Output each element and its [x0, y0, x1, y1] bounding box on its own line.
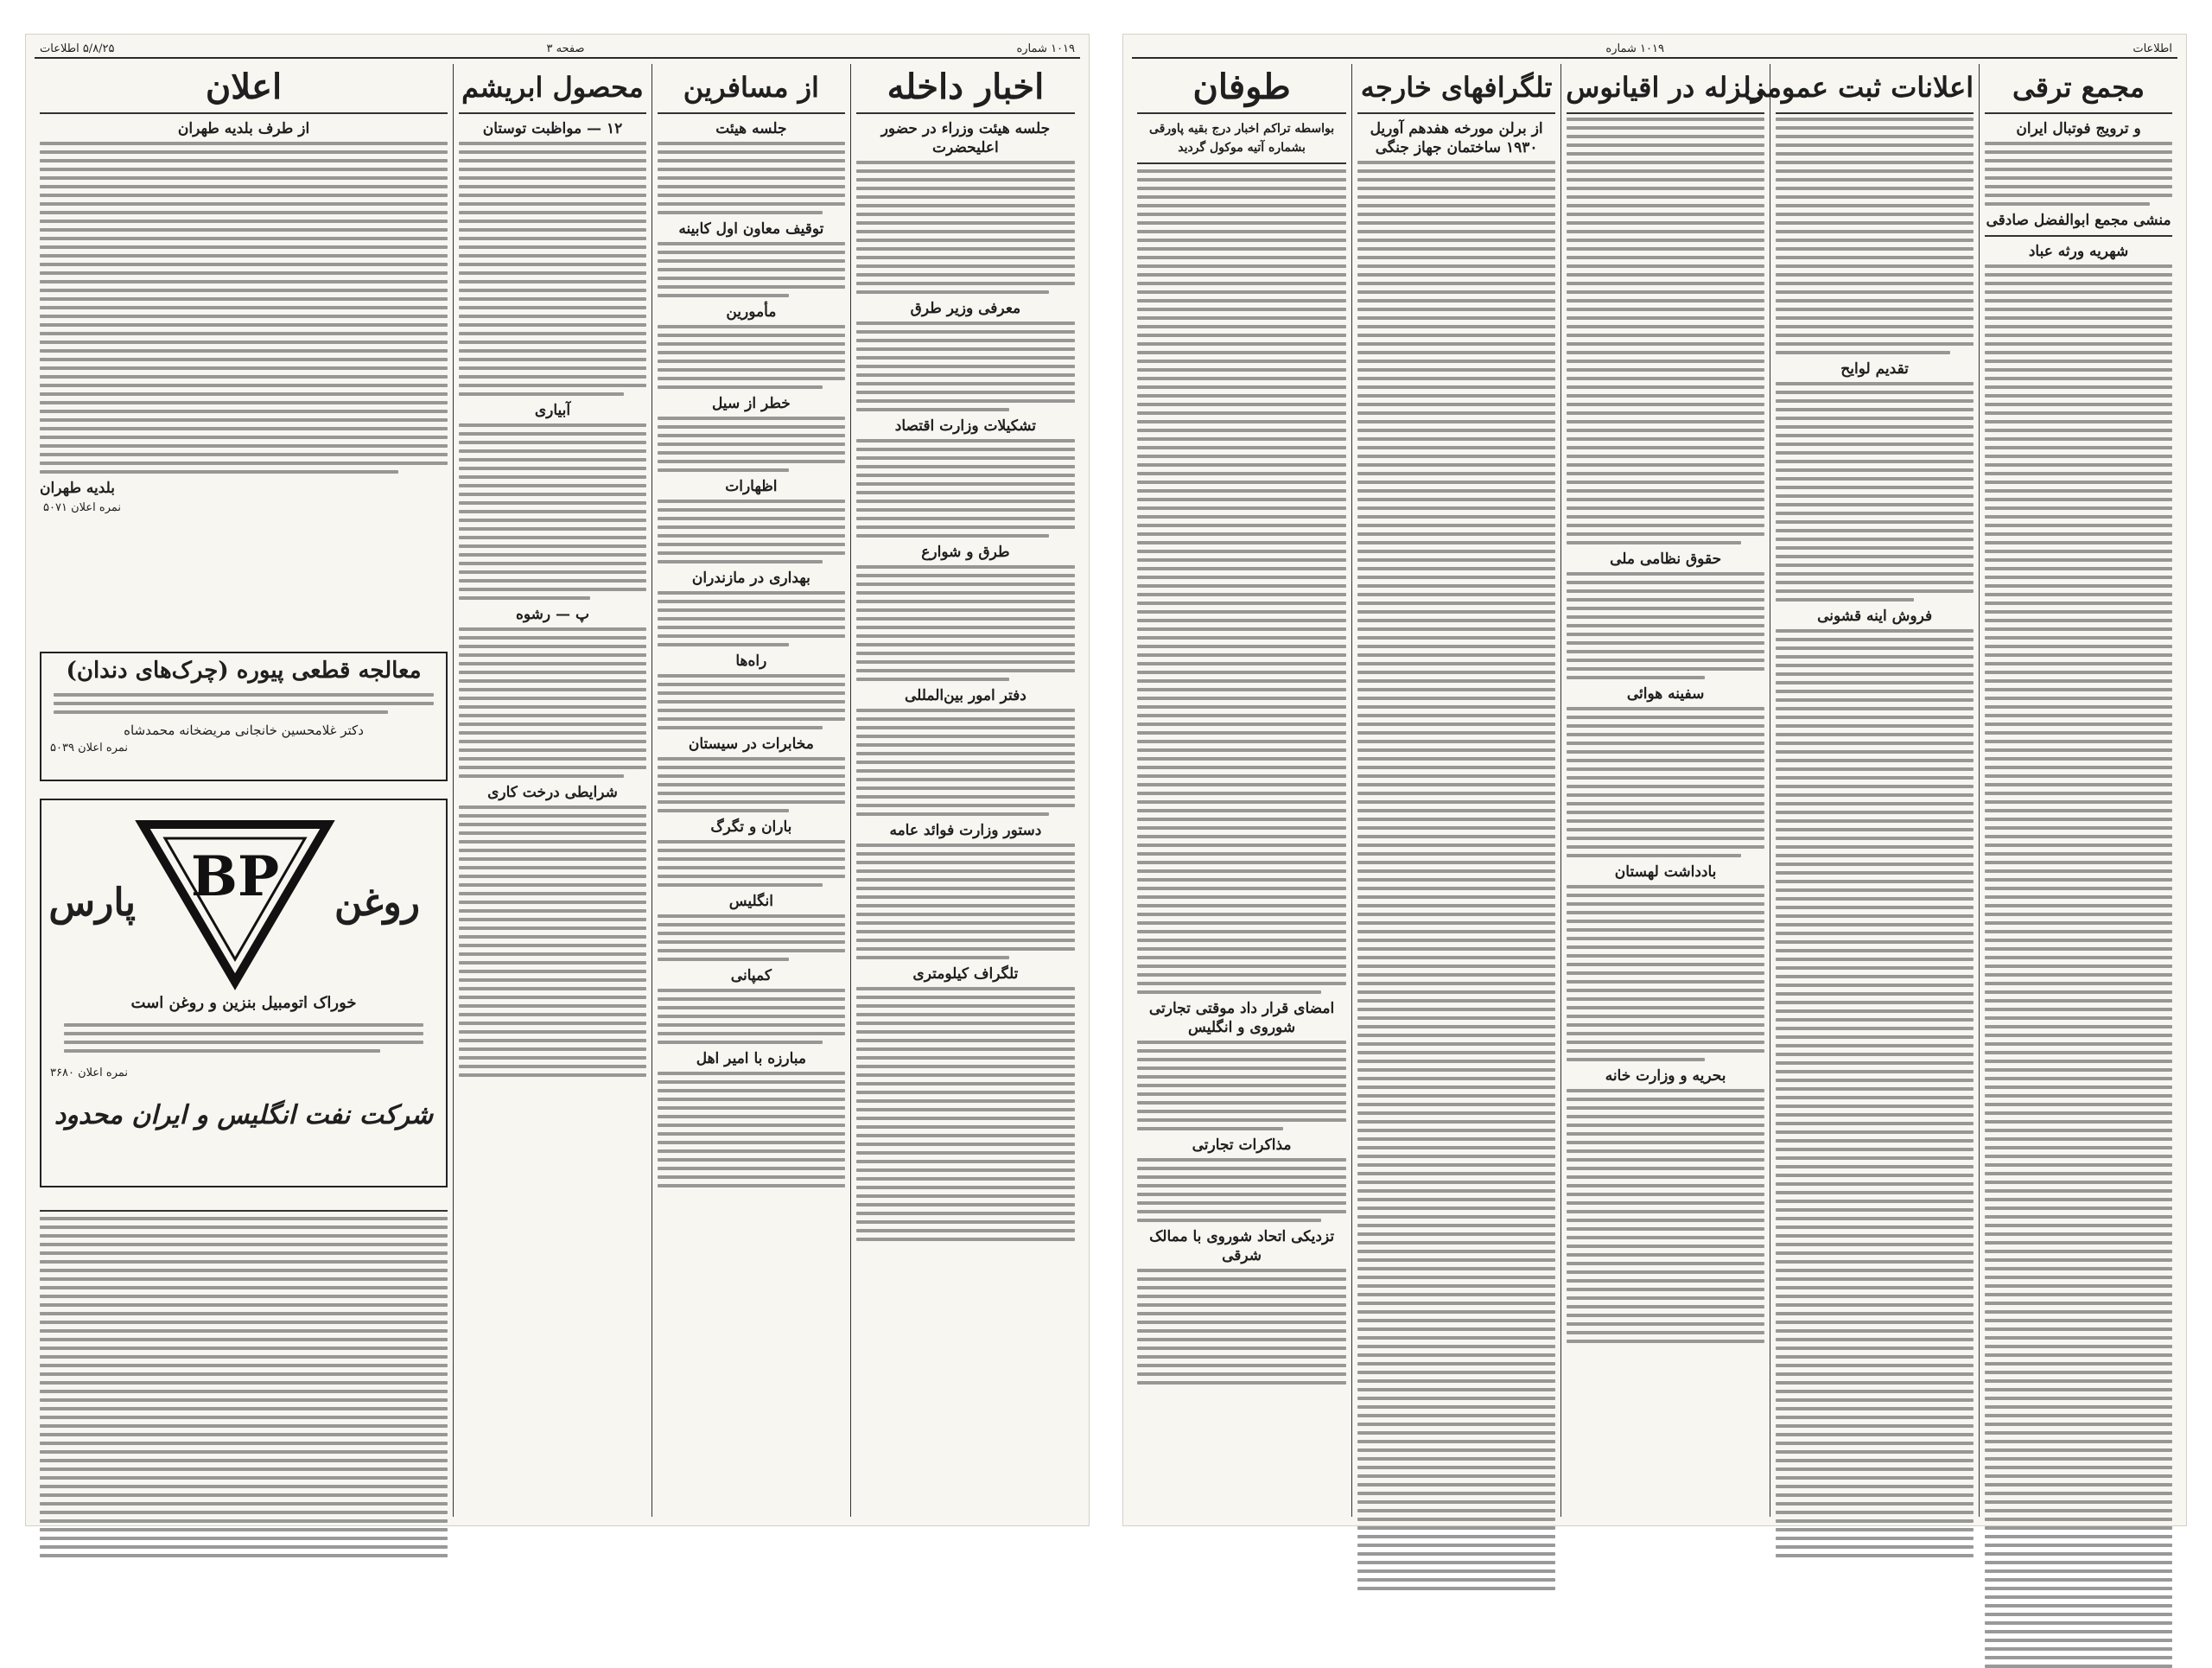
subheading: جلسه هیئت: [715, 120, 787, 137]
subheading: بهداری در مازندران: [691, 570, 810, 587]
article-text-block: [459, 627, 646, 778]
bp-triangle-logo-icon: [136, 816, 334, 989]
subheading: امضای قرار داد موقتی تجارتی شوروی و انگلیس: [1148, 1000, 1335, 1036]
subheading: تقدیم لوایح: [1840, 360, 1909, 378]
left-newspaper-page: [26, 35, 1089, 1525]
column-storm: [1132, 64, 1351, 1517]
subheading: دفتر امور بین‌المللی: [904, 687, 1027, 704]
notice-text-block: [40, 142, 448, 474]
column-sports-society: [1979, 64, 2177, 1517]
subheading: بادداشت لهستان: [1614, 863, 1717, 881]
article-text-block: [658, 914, 845, 961]
subheading: راه‌ها: [735, 653, 767, 670]
subheading: مبارزه با امیر اهل: [696, 1050, 807, 1067]
column-silk-production: [453, 64, 652, 1517]
subheading: طرق و شوارع: [921, 544, 1010, 561]
subheading: ۱۲ — مواظبت توستان: [482, 120, 623, 137]
subheading: تلگراف کیلومتری: [912, 965, 1019, 983]
right-newspaper-page: [1123, 35, 2186, 1525]
article-text-block: [1357, 161, 1555, 1590]
masthead-page-number: صفحه ۳: [546, 41, 585, 55]
column-provincial-news: [652, 64, 850, 1517]
article-text-block: [658, 500, 845, 563]
bp-ad-company: شرکت نفت انگلیس و ایران محدود: [54, 1100, 434, 1130]
notice-number: نمره اعلان ۵۰۷۱: [43, 501, 122, 514]
article-text-block: [658, 674, 845, 729]
article-text-block: [1985, 264, 2172, 1668]
article-text-block: [856, 709, 1075, 816]
article-text-block: [1567, 572, 1764, 679]
article-text-block: [658, 242, 845, 297]
subheading: پ — رشوه: [515, 606, 589, 623]
notice-subtitle: از طرف بلدیه طهران: [177, 120, 310, 137]
article-text-block: [1567, 1089, 1764, 1343]
column-title: زلزله در اقیانوس: [1567, 64, 1764, 114]
article-text-block: [658, 989, 845, 1044]
subheading: مخابرات در سیستان: [688, 735, 814, 753]
subheading: تشکیلات وزارت اقتصاد: [894, 417, 1037, 435]
subheading: کمپانی: [730, 967, 772, 984]
dental-ad-doctor: دکتر غلامحسین خانجانی مریضخانه محمدشاه: [124, 723, 364, 738]
bottom-notice-text: [40, 1205, 448, 1563]
masthead-right-label: ۱۰۱۹ شماره: [1016, 41, 1075, 55]
left-page-masthead: [35, 40, 1080, 59]
column-title: مجمع ترقی: [1985, 64, 2172, 114]
article-text-block: [856, 161, 1075, 294]
subheading: حقوق نظامی ملی: [1610, 551, 1722, 568]
article-text-block: [658, 417, 845, 472]
left-page-columns: [35, 64, 1080, 1517]
column-title: اخبار داخله: [856, 64, 1075, 114]
article-text-block: [856, 565, 1075, 681]
dental-advertisement: [40, 652, 448, 781]
article-text-block: [1776, 118, 1974, 354]
column-title: اعلان: [40, 64, 448, 114]
subheading: و ترویج فوتبال ایران: [2016, 120, 2141, 137]
masthead-date: ۵/۸/۲۵ اطلاعات: [40, 41, 115, 55]
subheading: مأمورین: [726, 303, 777, 321]
subheading: معرفی وزیر طرق: [910, 300, 1021, 317]
subheading: باران و تگرگ: [710, 818, 792, 836]
subheading: دستور وزارت فوائد عامه: [889, 822, 1042, 839]
article-text-block: [1567, 118, 1764, 544]
article-text-block: [1776, 629, 1974, 1557]
notice-signature: بلدیه طهران: [40, 480, 116, 497]
column-title: محصول ابریشم: [459, 64, 646, 114]
article-text-block: [1985, 142, 2172, 206]
bp-logo-text: BP: [190, 844, 280, 909]
subheading: منشی مجمع ابوالفضل صادقی: [1986, 212, 2171, 229]
article-text-block: [856, 844, 1075, 959]
bp-ad-number: نمره اعلان ۳۶۸۰: [50, 1066, 129, 1079]
bp-oil-advertisement: [40, 799, 448, 1187]
article-text-block: [856, 987, 1075, 1241]
column-title: اعلانات ثبت عمومی: [1776, 64, 1974, 114]
subheading: آبیاری: [534, 402, 571, 419]
article-text-block: [1567, 707, 1764, 857]
article-text-block: [658, 325, 845, 389]
subheading: شهریه ورثه عباد: [2028, 243, 2129, 260]
subheading: خطر از سیل: [711, 395, 791, 412]
article-text-block: [658, 591, 845, 646]
column-title: طوفان: [1137, 64, 1346, 114]
article-text-block: [1776, 382, 1974, 602]
right-page-masthead: [1132, 40, 2177, 59]
masthead-issue-number: ۱۰۱۹ شماره: [1605, 41, 1664, 55]
subheading: انگلیس: [728, 893, 773, 910]
column-notices: [35, 64, 453, 1517]
dental-ad-title: معالجه قطعی پیوره (چرک‌های دندان): [66, 658, 422, 684]
column-domestic-news: [850, 64, 1080, 1517]
column-title: از مسافرین: [658, 64, 845, 114]
subheading: از برلن مورخه هفدهم آوریل ۱۹۳۰ ساختمان جهاز جنگی: [1370, 120, 1543, 156]
subheading: توقیف معاون اول کابینه: [678, 220, 824, 238]
right-page-columns: [1132, 64, 2177, 1517]
subheading: تزدیکی اتحاد شوروی با ممالک شرقی: [1149, 1228, 1335, 1264]
article-text-block: [459, 805, 646, 1077]
column-foreign-telegrams: [1351, 64, 1560, 1517]
article-text-block: [1137, 1041, 1346, 1130]
bp-ad-word-pars: پارس: [48, 880, 137, 925]
bp-ad-line: خوراک اتومبیل بنزین و روغن است: [130, 994, 357, 1012]
article-text-block: [856, 322, 1075, 411]
subheading: بحریه و وزارت خانه: [1605, 1067, 1726, 1085]
article-text-block: [658, 757, 845, 812]
subheading: اظهارات: [725, 478, 778, 495]
dental-ad-number: نمره اعلان ۵۰۳۹: [50, 742, 129, 754]
column-earthquake: [1560, 64, 1770, 1517]
article-text-block: [856, 439, 1075, 538]
article-text-block: [1567, 885, 1764, 1061]
article-text-block: [658, 1072, 845, 1187]
subheading: سفینه هوائی: [1626, 685, 1705, 703]
article-text-block: [1137, 1158, 1346, 1222]
masthead-right-label: اطلاعات: [2133, 41, 2172, 55]
bp-ad-word-oil: روغن: [334, 880, 421, 925]
subheading: فروش اینه قشونی: [1817, 608, 1933, 625]
article-text-block: [459, 423, 646, 600]
article-text-block: [658, 142, 845, 214]
article-text-block: [1137, 169, 1346, 994]
article-text-block: [459, 142, 646, 396]
subheading: مذاکرات تجارتی: [1192, 1136, 1292, 1154]
subheading: شرایطی درخت کاری: [487, 784, 618, 801]
column-registry-notices: [1744, 64, 1979, 1517]
storm-subtitle: بواسطه تراکم اخبار درج بقیه پاورقی بشماره آتیه موکول گردید: [1148, 122, 1335, 155]
subheading: جلسه هیئت وزراء در حضور اعلیحضرت: [880, 120, 1051, 156]
column-title: تلگرافهای خارجه: [1357, 64, 1555, 114]
article-text-block: [658, 840, 845, 887]
page-gutter: [1093, 35, 1119, 1525]
article-text-block: [1137, 1269, 1346, 1385]
